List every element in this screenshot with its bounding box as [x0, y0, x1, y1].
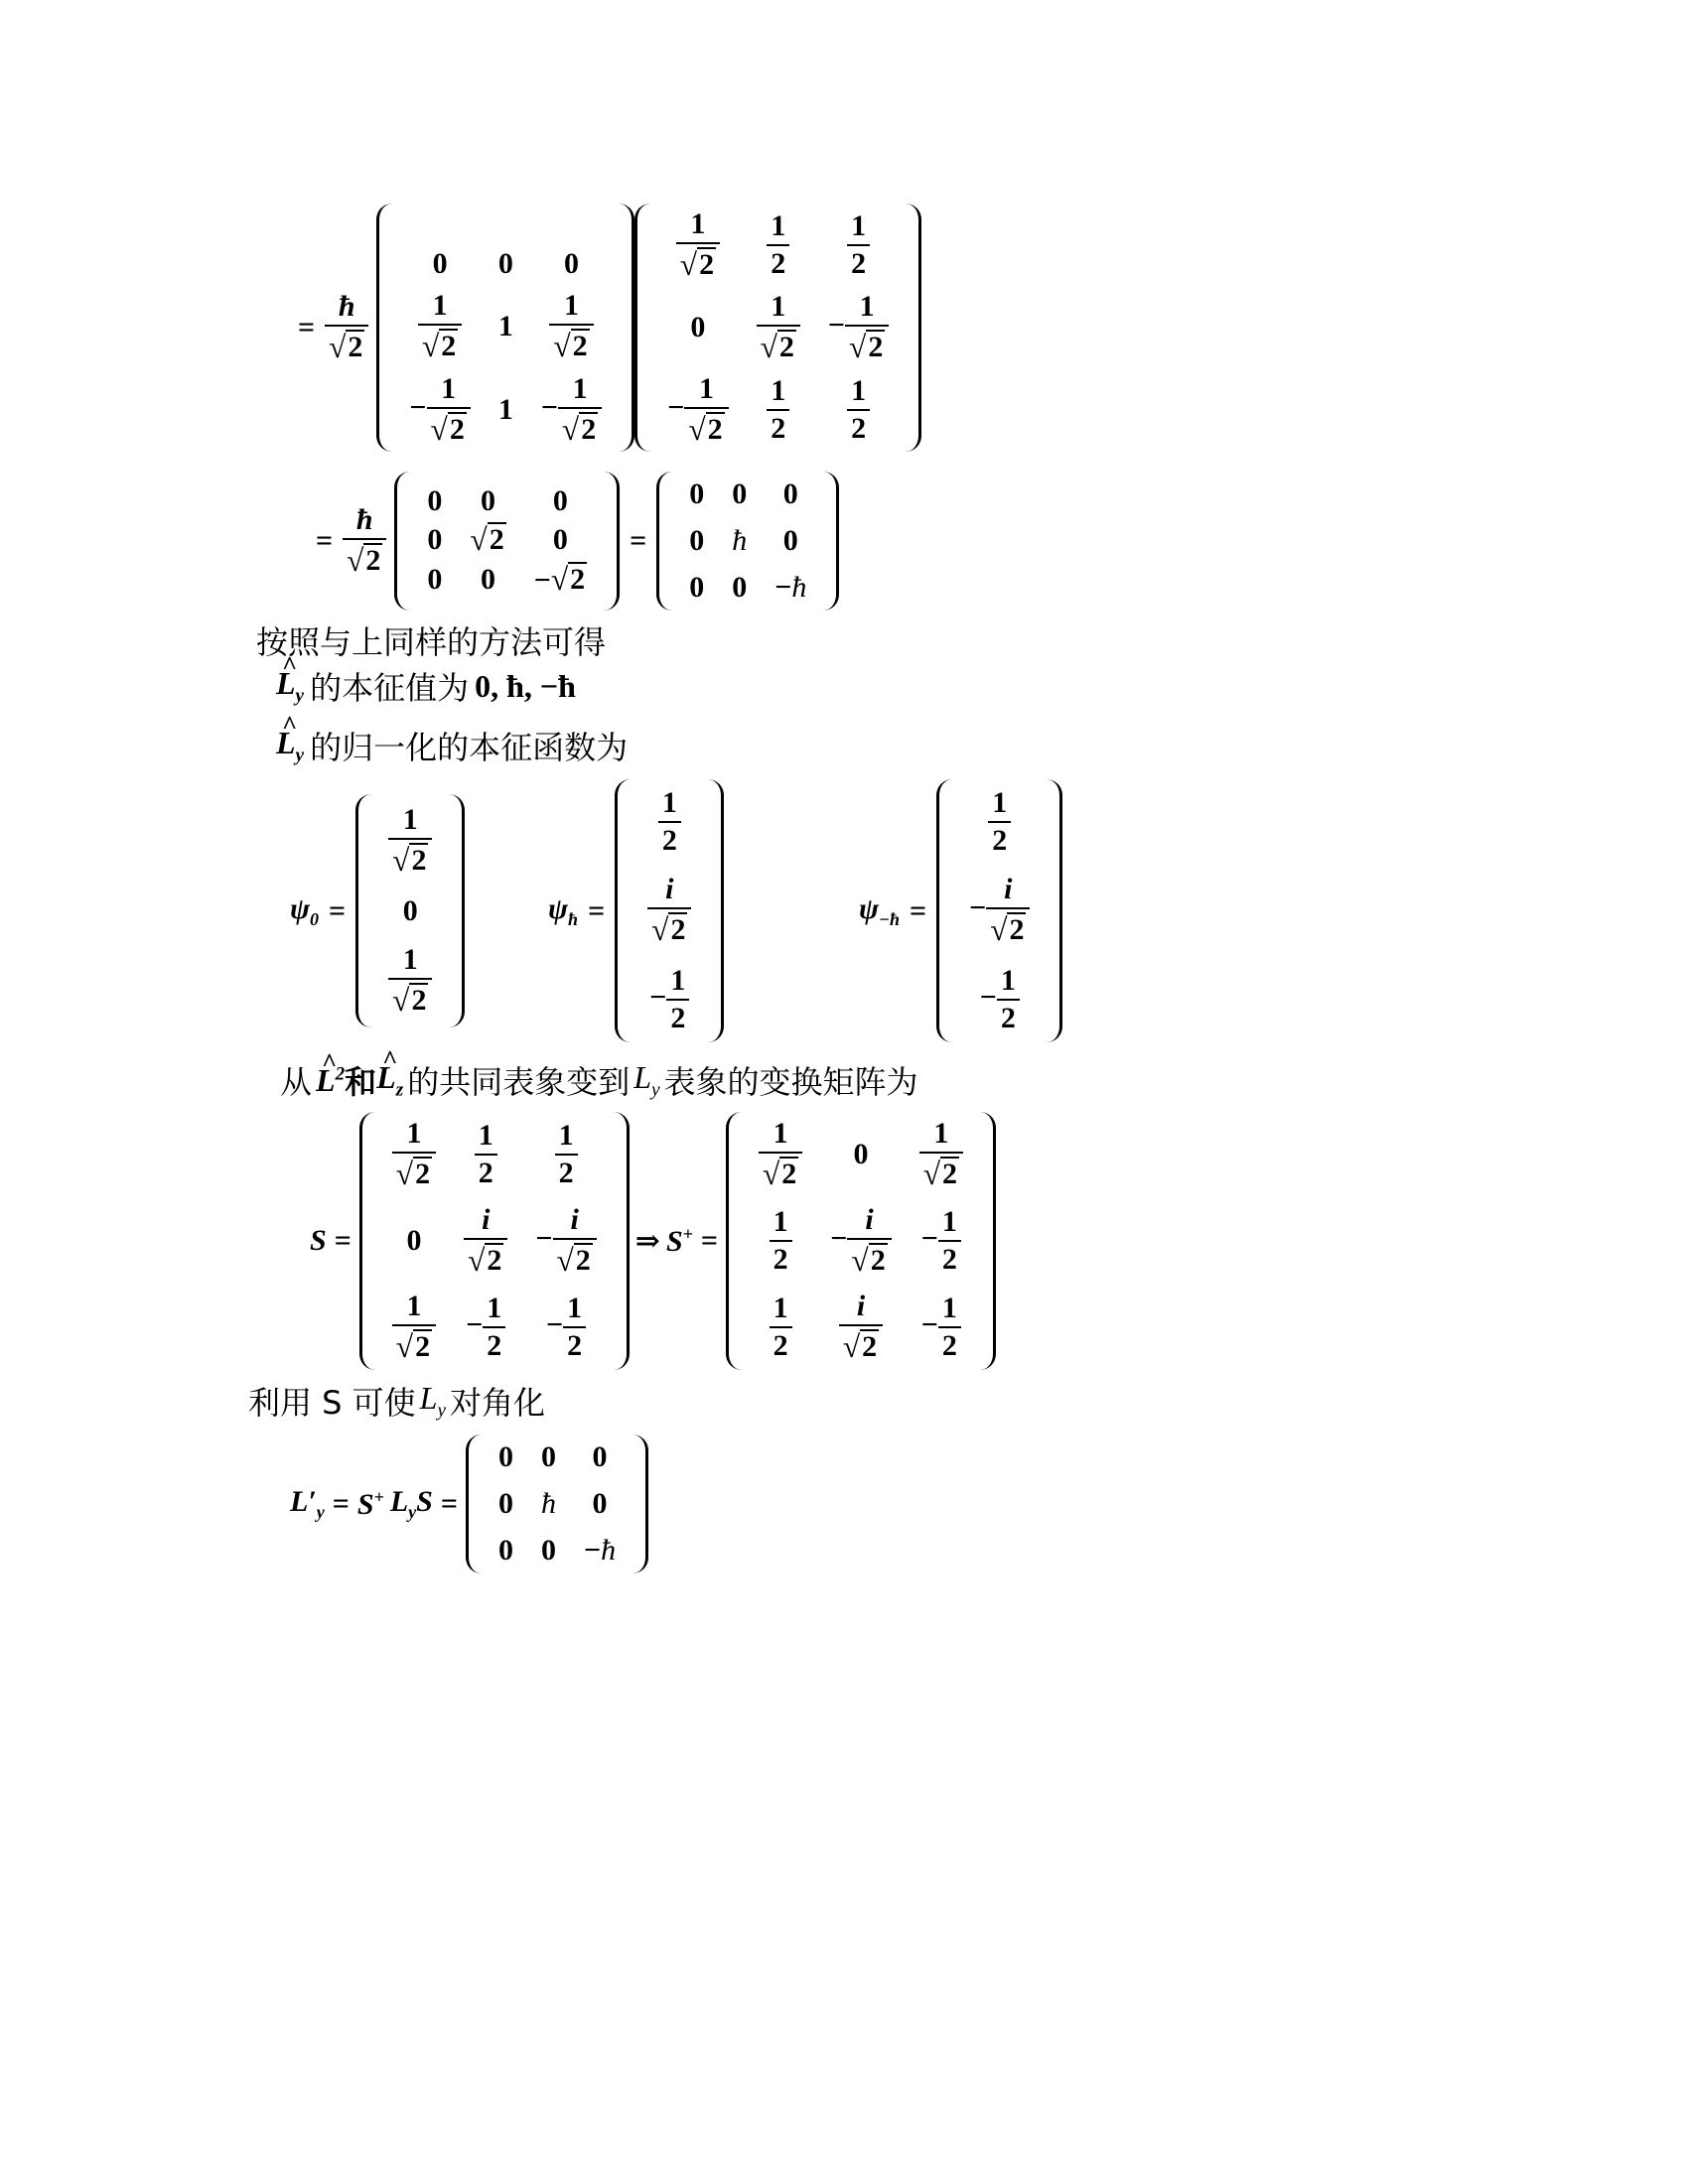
method-line: 按照与上同样的方法可得: [256, 623, 607, 661]
matrix-left: 0 0 0 1 √ 2 1 1 √ 2 − 1 √ 2 1 − 1 √ 2: [376, 204, 634, 452]
equation-s-matrix: S = 1 √ 2 $\frac{1}{2}$ $\frac{1}{2}$ 0 i √ 2 − i √ 2 1 √ 2 − $\frac{1}{2}$ − $\frac{1}{2}$ ⇒ S+ = 1 √ 2 0 1 √ 2 $\frac{1}{2}$ − i √ 2 − $\frac{1}{2}$ $\frac{1}{2}$ i √ 2 − $\frac{1}{2}$: [310, 1112, 996, 1370]
equation-final: $L'_y$ = S+ $L_yS$ = 0 0 0 0 ħ 0 0 0 −ħ: [290, 1434, 648, 1573]
equals-sign: =: [298, 311, 316, 343]
psi-minus-hbar: $\psi_{-ħ}$ = $\frac{1}{2}$ − i √ 2 − $\frac{1}{2}$: [859, 779, 1062, 1042]
equation-product-1: [298, 204, 921, 452]
psi-0: $\psi_0$ = 1 √ 2 0 1 √ 2: [290, 794, 465, 1027]
eigen-funcs-line: ^ $L_y$ 的归一化的本征函数为: [276, 723, 628, 768]
equation-result-1: = ħ √ 2 0 0 0 0 √ 2 0 0 0 − √ 2 = 0 0 0 0 ħ 0 0 0 −ħ: [316, 472, 839, 611]
hbar-over-sqrt2: ħ √ 2: [325, 292, 368, 363]
diagonalize-line: 利用 S 可使 $L_y$ 对角化: [248, 1379, 546, 1422]
psi-hbar: $\psi_ħ$ = $\frac{1}{2}$ i √ 2 − $\frac{1}{2}$: [548, 779, 724, 1042]
transform-line: 从 ^ $L^2$ 和 ^ $L_z$ 的共同表象变到 $L_y$ 表象的变换矩阵为: [280, 1057, 918, 1103]
eigen-values-line: ^ $L_y$ 的本征值为 0, ħ, −ħ: [276, 663, 576, 709]
matrix-right: 1 √ 2 $\frac{1}{2}$ $\frac{1}{2}$ 0 1 √ 2 − 1 √ 2 − 1 √ 2 $\frac{1}{2}$ $\frac{1}{2}$: [634, 204, 921, 452]
